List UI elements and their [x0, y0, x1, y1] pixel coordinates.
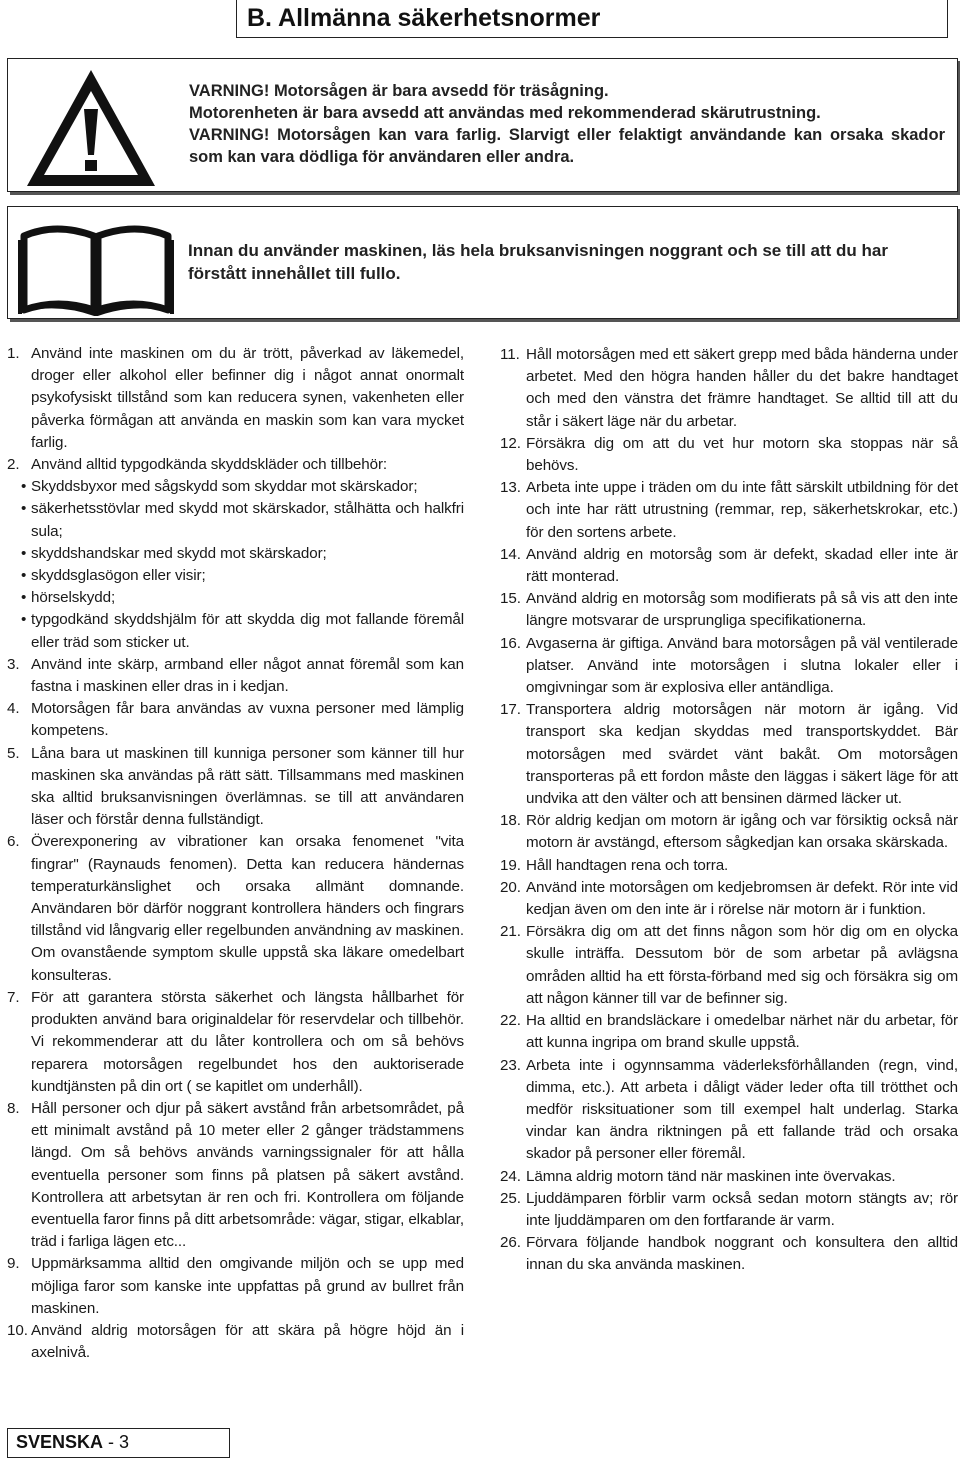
list-item [500, 1188, 958, 1232]
list-item [7, 743, 464, 832]
item-number: 10. [7, 1321, 28, 1339]
footer-separator: - [103, 1432, 120, 1452]
item-number: 2. [7, 456, 20, 474]
item-number: 6. [7, 833, 20, 851]
list-item [7, 1320, 464, 1364]
item-number: 4. [7, 700, 20, 718]
item-number: 20. [500, 878, 521, 896]
bullet-mark: • [21, 478, 27, 496]
list-item [500, 633, 958, 700]
list-item [500, 1232, 958, 1276]
item-number: 15. [500, 590, 521, 608]
item-text: Låna bara ut maskinen till kunniga personer som känner till hur maskinen ska användas på rätt sätt. Tillsammans med maskinen ska alltid bruksanvisningen överlämnas. se till att användaren läser och förstår denna fullständigt. [31, 744, 464, 829]
bullet-text: hörselskydd; [31, 589, 116, 607]
item-text: Avgaserna är giftiga. Använd bara motorsågen på väl ventilerade platser. Använd inte motorsågen i slutna lokaler eller i omgivningar som är explosiva eller antändliga. [526, 634, 958, 697]
bullet-mark: • [21, 611, 27, 629]
item-text: Håll handtagen rena och torra. [526, 856, 729, 874]
bullet-mark: • [21, 500, 27, 518]
item-text: Rör aldrig kedjan om motorn är igång och var försiktig också när motorn är avstängd, eftersom sågkedjan kan orsaka skärskada. [526, 812, 958, 852]
list-item [500, 1055, 958, 1166]
item-text: Använd aldrig motorsågen för att skära på högre höjd än i axelnivå. [31, 1321, 464, 1362]
list-item [500, 855, 958, 877]
item-number: 19. [500, 856, 521, 874]
list-item [500, 699, 958, 810]
item-text: Försäkra dig om att du vet hur motorn ska stoppas när så behövs. [526, 434, 958, 475]
list-item [500, 1166, 958, 1188]
item-text: Ha alltid en brandsläckare i omedelbar närhet när du arbetar, för att kunna ingripa om brand skulle uppstå. [526, 1012, 958, 1052]
item-text: Lämna aldrig motorn tänd när maskinen inte övervakas. [526, 1167, 896, 1185]
item-text: Transportera aldrig motorsågen när motorn är igång. Vid transport ska kedjan skyddas med transportskyddet. Bär motorsågen med svärdet vänt bakåt. Om motorsågen transporteras på ett fordon måste den läggas i säkert läge för att undvika att den välter och att bensinen därmed läcker ut. [526, 701, 958, 808]
left-column [7, 343, 464, 1364]
item-number: 1. [7, 345, 20, 362]
item-text: För att garantera största säkerhet och längsta hållbarhet för produkten använd bara originaldelar för reservdelar och tillbehör. Vi rekommenderar att du låter kontrollera och om så behövs reparera motorsågen regelbundet hos den auktoriserade kundtjänsten på din ort ( se kapitlet om underhåll). [31, 988, 464, 1095]
item-text: Håll personer och djur på säkert avstånd från arbetsområdet, på ett minimalt avstånd på 10 meter eller 2 gånger trädstammens längd. Om så behövs används varningssignaler för att hålla eventuella personer som finns på platsen på säkert avstånd. Kontrollera att arbetsytan är ren och fri. Kontrollera om följande eventuella faror finns på ditt arbetsområde: vägar, stigar, elkablar, träd i farliga lägen etc... [31, 1099, 464, 1251]
bullet-mark: • [21, 567, 27, 585]
item-text: Använd inte maskinen om du är trött, påverkad av läkemedel, droger eller alkohol eller befinner dig i något annat onormalt psykofysiskt tillstånd som kan reducera synen, vakenheten eller påverka förmågan att använda en maskin som kan vara mycket farlig. [31, 345, 464, 451]
list-item [500, 1010, 958, 1054]
warning-line: VARNING! Motorsågen är bara avsedd för träsågning. [189, 82, 609, 100]
warning-box [7, 58, 958, 192]
bullet-text: säkerhetsstövlar med skydd mot skärskador, stålhätta och halkfri sula; [31, 500, 464, 540]
list-item [7, 1253, 464, 1320]
list-item [500, 477, 958, 544]
bullet-text: Skyddsbyxor med sågskydd som skyddar mot skärskador; [31, 478, 418, 496]
bullet-mark: • [21, 589, 27, 607]
item-number: 24. [500, 1167, 521, 1185]
item-text: Använd aldrig en motorsåg som modifierats på så vis att den inte längre motsvarar de ursprungliga specifikationerna. [526, 590, 958, 630]
bullet-mark: • [21, 544, 27, 562]
list-item [500, 877, 958, 921]
warning-text [189, 80, 945, 168]
item-text: Försäkra dig om att det finns någon som hör dig om en olycka skulle inträffa. Dessutom bör de som arbetar på avlägsna områden alltid ha ett första-förband med sig och försäkra sig om att någon känner till var de befinner sig. [526, 923, 958, 1007]
gear-bullet [7, 565, 464, 587]
item-number: 21. [500, 923, 521, 941]
bullet-text: skyddsglasögon eller visir; [31, 567, 206, 585]
item-text: Arbeta inte i ogynnsamma väderleksförhållanden (regn, vind, dimma, etc.). Att arbeta i dåligt väder leder ofta till trötthet och medför risksituationer som till exempel halt underlag. Starka vindar kan ändra riktningen på ett fallande träd och orsaka skador på personer eller föremål. [526, 1056, 958, 1163]
item-number: 5. [7, 744, 20, 762]
item-text: Använd alltid typgodkända skyddskläder och tillbehör: [31, 456, 388, 474]
page-footer [7, 1428, 230, 1458]
warning-line: Motorenheten är bara avsedd att användas med rekommenderad skärutrustning. [189, 104, 821, 122]
item-number: 13. [500, 479, 521, 497]
list-item [500, 344, 958, 433]
gear-bullet [7, 543, 464, 565]
item-number: 3. [7, 655, 20, 673]
item-number: 18. [500, 812, 521, 830]
right-column [500, 344, 958, 1277]
item-number: 25. [500, 1189, 521, 1207]
list-item [7, 654, 464, 698]
item-text: Använd inte motorsågen om kedjebromsen är defekt. Rör inte vid kedjan även om den inte är i rörelse när motorn är i funktion. [526, 878, 958, 919]
list-item [500, 588, 958, 632]
item-number: 26. [500, 1234, 521, 1252]
item-text: Använd inte skärp, armband eller något annat föremål som kan fastna i maskinen eller dras in i kedjan. [31, 655, 464, 696]
item-text: Förvara följande handbok noggrant och konsultera den alltid innan du ska använda maskinen. [526, 1234, 958, 1274]
item-text: Håll motorsågen med ett säkert grepp med båda händerna under arbetet. Med den högra handen håller du det bakre handtaget och med den vänstra det främre handtaget. Se alltid till att du står i säkert läge när du arbetar. [526, 346, 958, 430]
warning-triangle-icon [24, 67, 158, 189]
list-item [500, 544, 958, 588]
list-item [500, 433, 958, 477]
list-item [500, 810, 958, 854]
item-text: Ljuddämparen förblir varm också sedan motorn stängts av; rör inte ljuddämparen om den fortfarande är varm. [526, 1189, 958, 1229]
item-number: 14. [500, 545, 521, 563]
item-text: Motorsågen får bara användas av vuxna personer med lämplig kompetens. [31, 700, 464, 740]
manual-box [7, 206, 958, 319]
list-item [7, 698, 464, 742]
item-number: 23. [500, 1056, 521, 1074]
gear-bullet [7, 609, 464, 653]
bullet-text: skyddshandskar med skydd mot skärskador; [31, 544, 327, 562]
page-title: B. Allmänna säkerhetsnormer [236, 0, 948, 38]
page-number: 3 [119, 1432, 130, 1452]
item-number: 8. [7, 1099, 20, 1117]
item-number: 7. [7, 988, 20, 1006]
item-number: 16. [500, 634, 521, 652]
gear-bullet [7, 476, 464, 498]
item-number: 22. [500, 1012, 521, 1030]
item-text: Arbeta inte uppe i träden om du inte fått särskilt utbildning för det och inte har rätt utrustning (remmar, rep, säkerhetskrokar, etc.) för den sortens arbete. [526, 479, 958, 541]
item-number: 12. [500, 434, 521, 452]
list-item [7, 1098, 464, 1253]
manual-instruction: Innan du använder maskinen, läs hela bruksanvisningen noggrant och se till att du har förstått innehållet till fullo. [188, 241, 888, 283]
list-item [7, 343, 464, 454]
item-number: 11. [500, 346, 520, 363]
footer-language: SVENSKA [16, 1432, 104, 1452]
warning-line: VARNING! Motorsågen kan vara farlig. Slarvigt eller felaktigt användande kan orsaka skador som kan vara dödliga för användaren eller andra. [189, 126, 945, 166]
gear-bullet [7, 498, 464, 542]
list-item [7, 987, 464, 1098]
item-number: 17. [500, 701, 521, 719]
item-text: Använd aldrig en motorsåg som är defekt, skadad eller inte är rätt monterad. [526, 545, 958, 586]
list-item [7, 831, 464, 986]
bullet-text: typgodkänd skyddshjälm för att skydda dig mot fallande föremål eller träd som sticker ut. [31, 611, 464, 651]
list-item [7, 454, 464, 476]
item-text: Uppmärksamma alltid den omgivande miljön och se upp med möjliga faror som kanske inte uppfattas på grund av bullret från maskinen. [31, 1255, 464, 1317]
item-number: 9. [7, 1255, 20, 1273]
item-text: Överexponering av vibrationer kan orsaka fenomenet "vita fingrar" (Raynauds fenomen). Detta kan reducera händernas temperaturkänslighet och orsaka allmänt domnande. Användaren bör därför noggrant kontrollera händers och fingrars tillstånd vid långvarig eller regelbunden användning av maskinen. Om ovanstående symptom skulle uppstå ska läkare omedelbart konsulteras. [31, 833, 464, 984]
list-item [500, 921, 958, 1010]
open-book-icon [16, 214, 176, 316]
gear-bullet [7, 587, 464, 609]
